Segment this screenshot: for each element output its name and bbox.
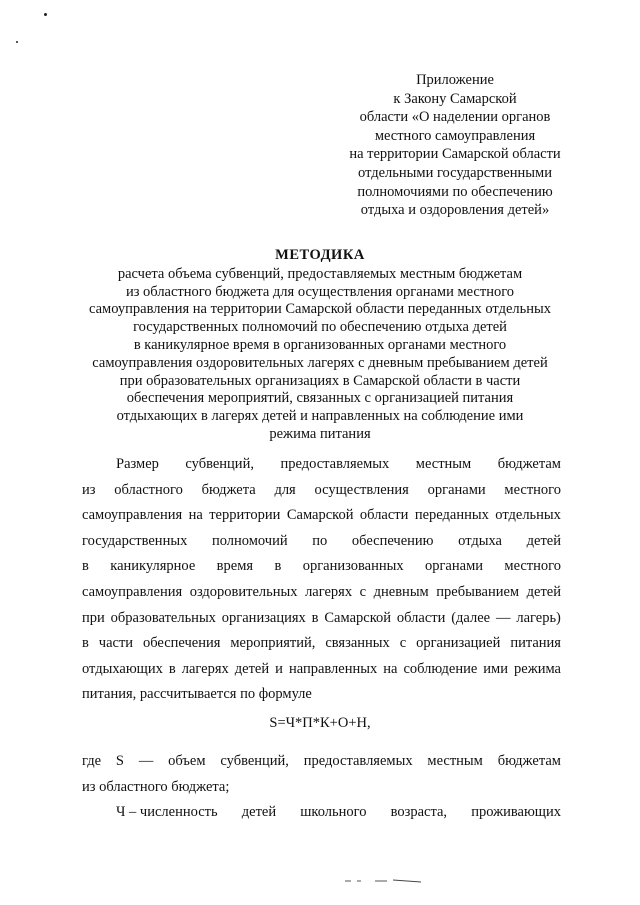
text-line (82, 657, 561, 683)
subtitle-line: самоуправления оздоровительных лагерях с дневным пребыванием детей (92, 354, 548, 371)
text-line (82, 529, 561, 555)
word: в (274, 558, 282, 575)
word: органами (424, 558, 483, 575)
text-line (82, 478, 561, 504)
word: из (82, 481, 96, 498)
word: по (312, 532, 328, 549)
word: области (396, 609, 446, 626)
subtitle-line: государственных полномочий по обеспечению отдыха детей (133, 319, 507, 336)
word: бюджета (201, 481, 256, 498)
word: Размер (116, 456, 159, 472)
text-line (82, 554, 561, 580)
subtitle-line: обеспечения мероприятий, связанных с организацией питания (126, 390, 514, 407)
word: время (216, 558, 254, 575)
word: режима (514, 660, 561, 677)
word: местного (504, 481, 561, 498)
word: Самарской (324, 609, 392, 626)
text-line: из областного бюджета; (82, 778, 230, 795)
word: — (138, 753, 154, 769)
methodology-title-block (60, 247, 580, 444)
word: части (98, 635, 134, 652)
word: отдыхающих (82, 660, 163, 677)
word: лагерях (305, 583, 353, 600)
word: предоставляемых (303, 753, 413, 769)
scan-speck (44, 13, 47, 16)
formula: S=Ч*П*К+О+Н, (269, 715, 371, 731)
word: детей (526, 532, 561, 549)
paragraph-where-s (82, 749, 561, 800)
word: на (188, 507, 203, 524)
word: самоуправления (82, 507, 183, 524)
word: (далее (451, 609, 491, 626)
word: школьного (300, 804, 367, 820)
word: дневным (373, 583, 429, 600)
word: Ч – численность (116, 804, 218, 820)
word: детей (234, 660, 270, 677)
word: пребыванием (436, 583, 520, 600)
word: областного (114, 481, 183, 498)
word: для (274, 481, 296, 498)
word: проживающих (471, 804, 561, 820)
word: местным (427, 753, 483, 769)
word: организациях (221, 609, 306, 626)
word: самоуправления (82, 583, 183, 600)
word: государственных (82, 532, 188, 549)
word: в (168, 660, 176, 677)
text-line (82, 503, 561, 529)
word: обеспечения (143, 635, 221, 652)
text-line (82, 606, 561, 632)
word: бюджетам (497, 456, 561, 472)
word: объем (168, 753, 206, 769)
word: детей (241, 804, 277, 820)
word: лагерях (181, 660, 229, 677)
subtitle-line: в каникулярное время в организованных органами местного (133, 336, 507, 353)
subtitle-line: при образовательных организациях в Самарской области в части (119, 372, 521, 389)
text-line: питания, рассчитывается по формуле (82, 686, 312, 703)
word: обеспечению (351, 532, 434, 549)
word: органами (427, 481, 486, 498)
appendix-line: местного самоуправления (374, 127, 536, 144)
text-line (82, 800, 561, 826)
word: субвенций, (185, 456, 254, 472)
word: оздоровительных (189, 583, 298, 600)
word: бюджетам (497, 753, 561, 769)
word: и (275, 660, 283, 677)
appendix-line: на территории Самарской области (349, 146, 561, 163)
appendix-line: области «О наделении органов (359, 109, 551, 126)
subtitle-line: самоуправления на территории Самарской области переданных отдельных (88, 301, 551, 318)
text-line (82, 749, 561, 775)
word: соблюдение (403, 660, 478, 677)
word: Самарской (286, 507, 354, 524)
word: питания (510, 635, 561, 652)
appendix-line: отдыха и оздоровления детей» (360, 202, 550, 219)
word: территории (209, 507, 281, 524)
word: организованных (302, 558, 404, 575)
appendix-line: Приложение (416, 72, 494, 88)
word: с (399, 635, 407, 652)
text-line (82, 631, 561, 657)
subtitle-line: расчета объема субвенций, предоставляемых местным бюджетам (117, 265, 523, 282)
word: местным (415, 456, 472, 472)
word: предоставляемых (280, 456, 390, 472)
word: в (82, 558, 89, 575)
appendix-line: к Закону Самарской (393, 90, 517, 107)
paragraph-subsidy-size (82, 452, 561, 708)
scan-speck (16, 41, 18, 43)
word: на (383, 660, 398, 677)
appendix-header (330, 71, 580, 220)
word: отдельных (495, 507, 561, 524)
word: где (82, 753, 102, 769)
document-title: МЕТОДИКА (275, 247, 365, 263)
word: отдыха (458, 532, 502, 549)
word: организацией (416, 635, 501, 652)
word: детей (526, 583, 561, 600)
word: с (359, 583, 367, 600)
word: — (495, 609, 511, 626)
word: субвенций, (220, 753, 289, 769)
word: возраста, (390, 804, 448, 820)
word: при (82, 609, 105, 626)
word: осуществления (314, 481, 409, 498)
appendix-line: отдельными государственными (358, 164, 552, 181)
word: лагерь) (516, 609, 561, 626)
word: направленных (288, 660, 378, 677)
word: связанных (325, 635, 390, 652)
subtitle-line: отдыхающих в лагерях детей и направленных на соблюдение ими (116, 408, 524, 425)
subtitle-line: режима питания (269, 425, 371, 442)
word: переданных (414, 507, 489, 524)
word: в (82, 635, 89, 652)
text-line (82, 452, 561, 478)
appendix-line: полномочиями по обеспечению (357, 183, 553, 200)
word: S (115, 753, 124, 769)
document-subtitle (60, 266, 580, 444)
word: образовательных (110, 609, 216, 626)
scan-mark (345, 878, 425, 884)
word: полномочий (211, 532, 288, 549)
word: мероприятий, (230, 635, 316, 652)
word: ими (483, 660, 508, 677)
word: местного (504, 558, 561, 575)
word: области (359, 507, 409, 524)
paragraph-ch-definition (82, 800, 561, 826)
text-line (82, 580, 561, 606)
word: каникулярное (110, 558, 196, 575)
word: в (311, 609, 319, 626)
subtitle-line: из областного бюджета для осуществления органами местного (125, 283, 515, 300)
